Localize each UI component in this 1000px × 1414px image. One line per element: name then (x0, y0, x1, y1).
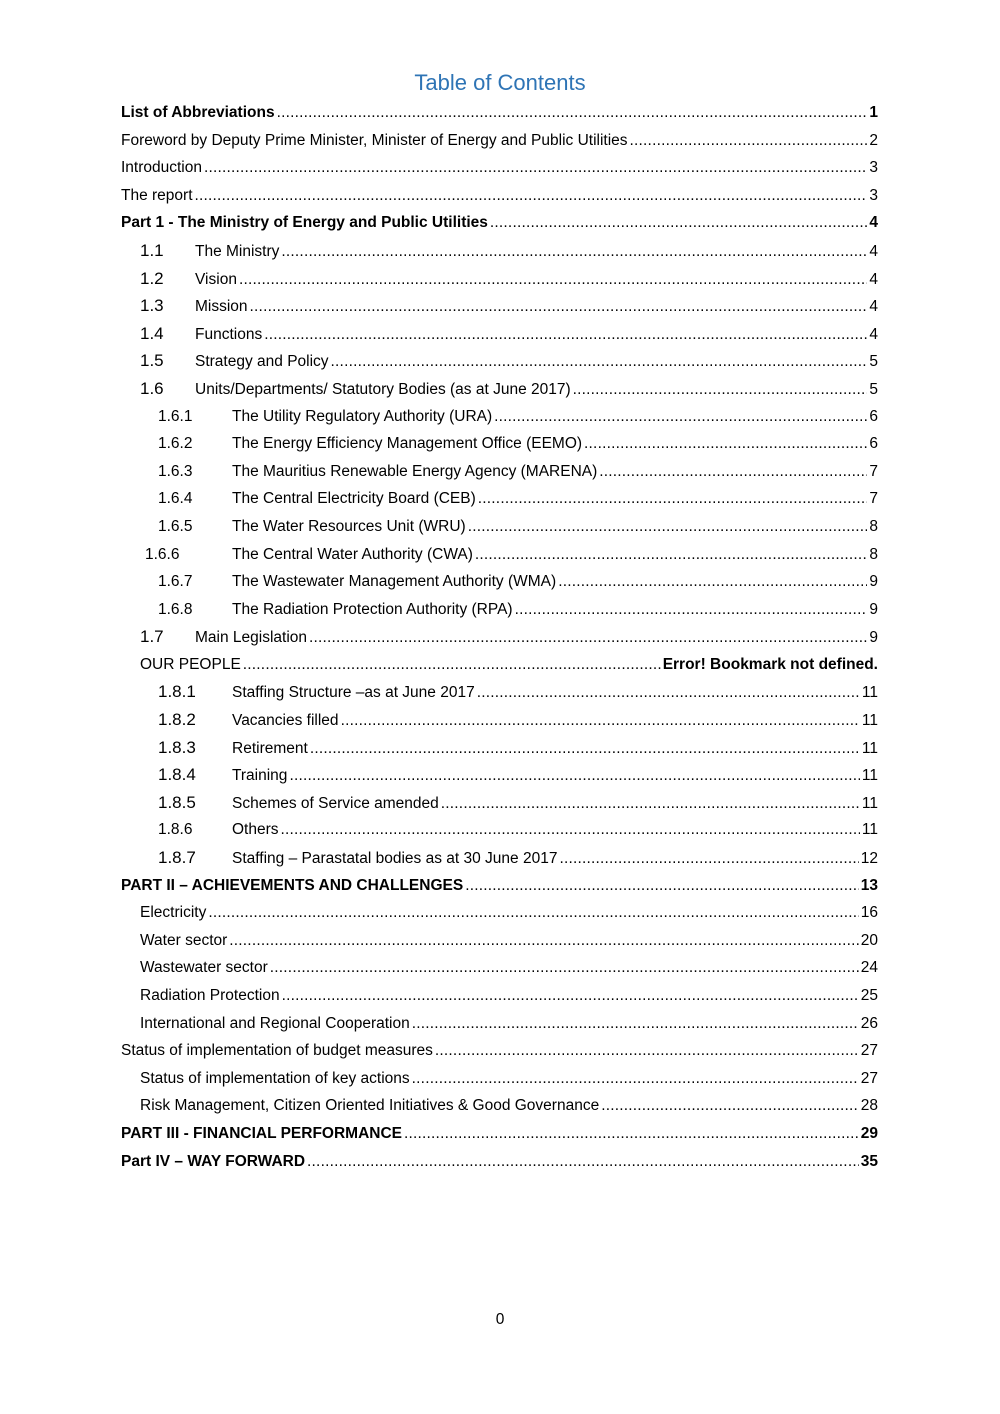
toc-entry[interactable] (121, 292, 878, 320)
toc-entry-page: 5 (869, 353, 878, 371)
toc-entry[interactable] (121, 320, 878, 348)
toc-dot-leader (601, 1092, 859, 1120)
toc-entry-title: Introduction (121, 159, 202, 177)
toc-entry-page: 1 (869, 104, 878, 121)
toc-entry[interactable] (121, 568, 878, 596)
toc-entry[interactable] (121, 99, 878, 127)
toc-dot-leader (412, 1010, 859, 1038)
toc-entry[interactable] (121, 209, 878, 237)
toc-entry[interactable] (121, 982, 878, 1010)
toc-entry-number: 1.7 (140, 627, 164, 647)
toc-entry-number: 1.6.7 (158, 573, 193, 591)
toc-dot-leader (584, 430, 867, 458)
toc-entry-title: Part IV – WAY FORWARD (121, 1152, 306, 1170)
toc-entry[interactable] (121, 1065, 878, 1093)
toc-entry-page: 27 (860, 1042, 878, 1060)
toc-entry-title: International and Regional Cooperation (140, 1014, 410, 1032)
toc-entry[interactable] (121, 678, 878, 706)
toc-entry-page: 11 (861, 794, 878, 812)
toc-entry-page: 12 (860, 850, 878, 868)
toc-entry-page: 3 (869, 159, 878, 177)
toc-entry-title: The Wastewater Management Authority (WMA) (232, 573, 557, 591)
toc-dot-leader (465, 872, 859, 900)
toc-entry-title: The Energy Efficiency Management Office (EEMO) (232, 435, 583, 453)
toc-entry-title: Risk Management, Citizen Oriented Initiatives & Good Governance (140, 1097, 600, 1115)
toc-entry-number: 1.5 (140, 351, 164, 371)
toc-dot-leader (404, 1120, 859, 1148)
toc-entry-title: The Water Resources Unit (WRU) (232, 517, 466, 535)
toc-entry-page: 16 (860, 904, 878, 922)
toc-entry[interactable] (121, 872, 878, 900)
toc-dot-leader (208, 899, 858, 927)
toc-entry-title: PART III - FINANCIAL PERFORMANCE (121, 1124, 403, 1142)
toc-entry-page: 28 (860, 1097, 878, 1115)
toc-dot-leader (559, 845, 858, 873)
toc-dot-leader (195, 182, 868, 210)
toc-entry-title: List of Abbreviations (121, 104, 275, 121)
toc-entry-number: 1.6.5 (158, 517, 193, 535)
toc-dot-leader (475, 541, 867, 569)
toc-dot-leader (277, 99, 868, 127)
toc-entry-number: 1.8.7 (158, 848, 196, 868)
toc-entry-page: 4 (869, 325, 878, 343)
toc-entry-title: The Radiation Protection Authority (RPA) (232, 600, 513, 618)
toc-entry-number: 1.4 (140, 323, 164, 343)
toc-entry[interactable] (121, 954, 878, 982)
toc-entry-title: The Central Electricity Board (CEB) (232, 490, 476, 508)
toc-entry[interactable] (121, 596, 878, 624)
toc-entry-page: 8 (869, 517, 878, 535)
toc-entry-title: PART II – ACHIEVEMENTS AND CHALLENGES (121, 876, 464, 894)
toc-entry-page: 9 (869, 629, 878, 647)
toc-dot-leader (599, 458, 867, 486)
toc-entry[interactable] (121, 237, 878, 265)
toc-entry-title: Status of implementation of budget measures (121, 1042, 433, 1060)
toc-entry-number: 1.8.2 (158, 710, 196, 730)
toc-entry-page: 8 (869, 545, 878, 563)
toc-entry-title: Staffing – Parastatal bodies as at 30 June 2017 (232, 850, 558, 868)
toc-dot-leader (494, 403, 867, 431)
toc-entry-number: 1.6.4 (158, 490, 193, 508)
toc-entry-number: 1.6.1 (158, 407, 193, 425)
toc-entry-title: Vision (195, 270, 237, 288)
toc-entry[interactable] (121, 734, 878, 762)
toc-entry-title: Status of implementation of key actions (140, 1069, 410, 1087)
page-title: Table of Contents (414, 70, 586, 95)
toc-entry-number: 1.1 (140, 240, 164, 260)
toc-dot-leader (289, 762, 859, 790)
toc-entry-title: Electricity (140, 904, 207, 922)
toc-entry-title: Staffing Structure –as at June 2017 (232, 684, 475, 702)
toc-dot-leader (478, 485, 868, 513)
toc-entry[interactable] (121, 816, 878, 844)
toc-entry-title: Main Legislation (195, 629, 308, 647)
toc-entry-page: 11 (861, 821, 878, 839)
toc-entry-page: 4 (869, 270, 878, 288)
toc-entry-title: Part 1 - The Ministry of Energy and Public Utilities (121, 214, 488, 232)
toc-entry-title: Vacancies filled (232, 712, 339, 730)
toc-entry-title: The Central Water Authority (CWA) (232, 545, 473, 563)
toc-entry-number: 1.6.2 (158, 435, 193, 453)
toc-entry-title: Schemes of Service amended (232, 794, 439, 812)
toc-entry-title: The Ministry (195, 242, 280, 260)
toc-entry-page: 20 (860, 931, 878, 949)
toc-entry-page: 27 (860, 1069, 878, 1087)
toc-dot-leader (229, 927, 858, 955)
toc-entry-page: 13 (860, 876, 878, 894)
toc-entry-title: The Utility Regulatory Authority (URA) (232, 407, 493, 425)
toc-entry-page: 6 (869, 407, 878, 425)
toc-entry-page: 24 (860, 959, 878, 977)
toc-entry-page: 11 (861, 712, 878, 730)
toc-entry[interactable] (121, 1148, 878, 1176)
toc-dot-leader (468, 513, 868, 541)
toc-entry-page: 7 (869, 490, 878, 508)
page-number: 0 (495, 1311, 505, 1328)
toc-entry-page: 25 (860, 987, 878, 1004)
toc-entry-number: 1.6 (140, 378, 164, 398)
toc-entry-title: Retirement (232, 739, 308, 757)
toc-dot-leader (435, 1037, 859, 1065)
toc-entry-title: Functions (195, 325, 263, 343)
toc-entry-page: 6 (869, 435, 878, 453)
toc-entry-title: Units/Departments/ Statutory Bodies (as at June 2017) (195, 380, 571, 398)
toc-dot-leader (310, 735, 860, 763)
toc-dot-leader (558, 568, 867, 596)
toc-dot-leader (441, 790, 860, 818)
toc-entry[interactable] (121, 789, 878, 817)
toc-dot-leader (282, 982, 859, 1010)
toc-entry-title: Wastewater sector (140, 959, 268, 977)
toc-entry-number: 1.3 (140, 296, 164, 316)
toc-dot-leader (573, 376, 868, 404)
toc-entry-page: 3 (869, 186, 878, 204)
toc-entry-title: The report (121, 186, 193, 204)
toc-dot-leader (412, 1065, 859, 1093)
toc-entry-page: 4 (869, 242, 878, 260)
toc-error-message: Error! Bookmark not defined. (662, 655, 878, 673)
toc-entry[interactable] (121, 844, 878, 872)
toc-entry[interactable] (121, 1037, 878, 1065)
toc-dot-leader (307, 1148, 859, 1176)
toc-dot-leader (515, 596, 868, 624)
toc-entry-number: 1.8.1 (158, 682, 196, 702)
toc-entry-page: 4 (869, 214, 878, 232)
toc-entry[interactable] (121, 761, 878, 789)
toc-entry-title: Water sector (140, 931, 228, 949)
toc-entry-page: 11 (861, 767, 878, 785)
toc-entry-title: Foreword by Deputy Prime Minister, Minister of Energy and Public Utilities (121, 131, 628, 149)
toc-entry-number: 1.8.5 (158, 792, 196, 812)
toc-entry[interactable] (121, 1120, 878, 1148)
toc-entry[interactable] (121, 541, 878, 569)
toc-dot-leader (331, 348, 868, 376)
toc-entry-page: 35 (860, 1152, 878, 1170)
toc-entry[interactable] (121, 458, 878, 486)
toc-dot-leader (243, 651, 661, 679)
toc-entry-page: 9 (869, 573, 878, 591)
toc-entry-page: 11 (861, 739, 878, 757)
toc-dot-leader (490, 209, 867, 237)
toc-dot-leader (239, 266, 867, 294)
toc-entry[interactable] (121, 375, 878, 403)
toc-entry-page: 5 (869, 380, 878, 398)
toc-entry-page: 11 (861, 684, 878, 702)
toc-entry-number: 1.8.6 (158, 821, 193, 839)
toc-dot-leader (281, 238, 867, 266)
toc-dot-leader (341, 707, 860, 735)
toc-entry-page: 26 (860, 1014, 878, 1032)
toc-entry-title: Mission (195, 298, 248, 316)
toc-entry-page: 2 (869, 131, 878, 149)
toc-entry-page: 4 (869, 298, 878, 316)
toc-entry[interactable] (121, 1092, 878, 1120)
toc-entry-number: 1.6.8 (158, 600, 193, 618)
toc-entry[interactable] (121, 623, 878, 651)
toc-entry[interactable] (121, 347, 878, 375)
toc-entry[interactable] (121, 1010, 878, 1038)
toc-entry-title: OUR PEOPLE (140, 655, 241, 673)
toc-dot-leader (204, 154, 867, 182)
toc-entry[interactable] (121, 651, 878, 679)
toc-dot-leader (309, 624, 867, 652)
toc-entry[interactable] (121, 485, 878, 513)
toc-entry[interactable] (121, 706, 878, 734)
toc-dot-leader (281, 816, 860, 844)
toc-entry[interactable] (121, 154, 878, 182)
toc-entry-number: 1.2 (140, 268, 164, 288)
toc-entry-title: Radiation Protection (140, 987, 280, 1004)
toc-entry[interactable] (121, 430, 878, 458)
toc-dot-leader (264, 321, 867, 349)
toc-entry-number: 1.8.3 (158, 737, 196, 757)
toc-entry-title: Others (232, 821, 279, 839)
toc-entry[interactable] (121, 127, 878, 155)
toc-entry-title: Training (232, 767, 288, 785)
toc-list (121, 99, 878, 1175)
toc-dot-leader (270, 954, 859, 982)
toc-entry[interactable] (121, 403, 878, 431)
toc-entry-title: The Mauritius Renewable Energy Agency (MARENA) (232, 462, 598, 480)
toc-entry[interactable] (121, 513, 878, 541)
toc-entry-page: 9 (869, 600, 878, 618)
toc-entry-title: Strategy and Policy (195, 353, 329, 371)
toc-dot-leader (630, 127, 868, 155)
toc-entry-number: 1.6.3 (158, 462, 193, 480)
toc-entry-number: 1.6.6 (145, 545, 180, 563)
toc-entry[interactable] (121, 927, 878, 955)
toc-entry-number: 1.8.4 (158, 765, 196, 785)
toc-dot-leader (477, 679, 860, 707)
toc-entry[interactable] (121, 899, 878, 927)
toc-entry-page: 7 (869, 462, 878, 480)
toc-entry-page: 29 (860, 1124, 878, 1142)
toc-dot-leader (250, 293, 868, 321)
toc-entry[interactable] (121, 265, 878, 293)
toc-entry[interactable] (121, 182, 878, 210)
